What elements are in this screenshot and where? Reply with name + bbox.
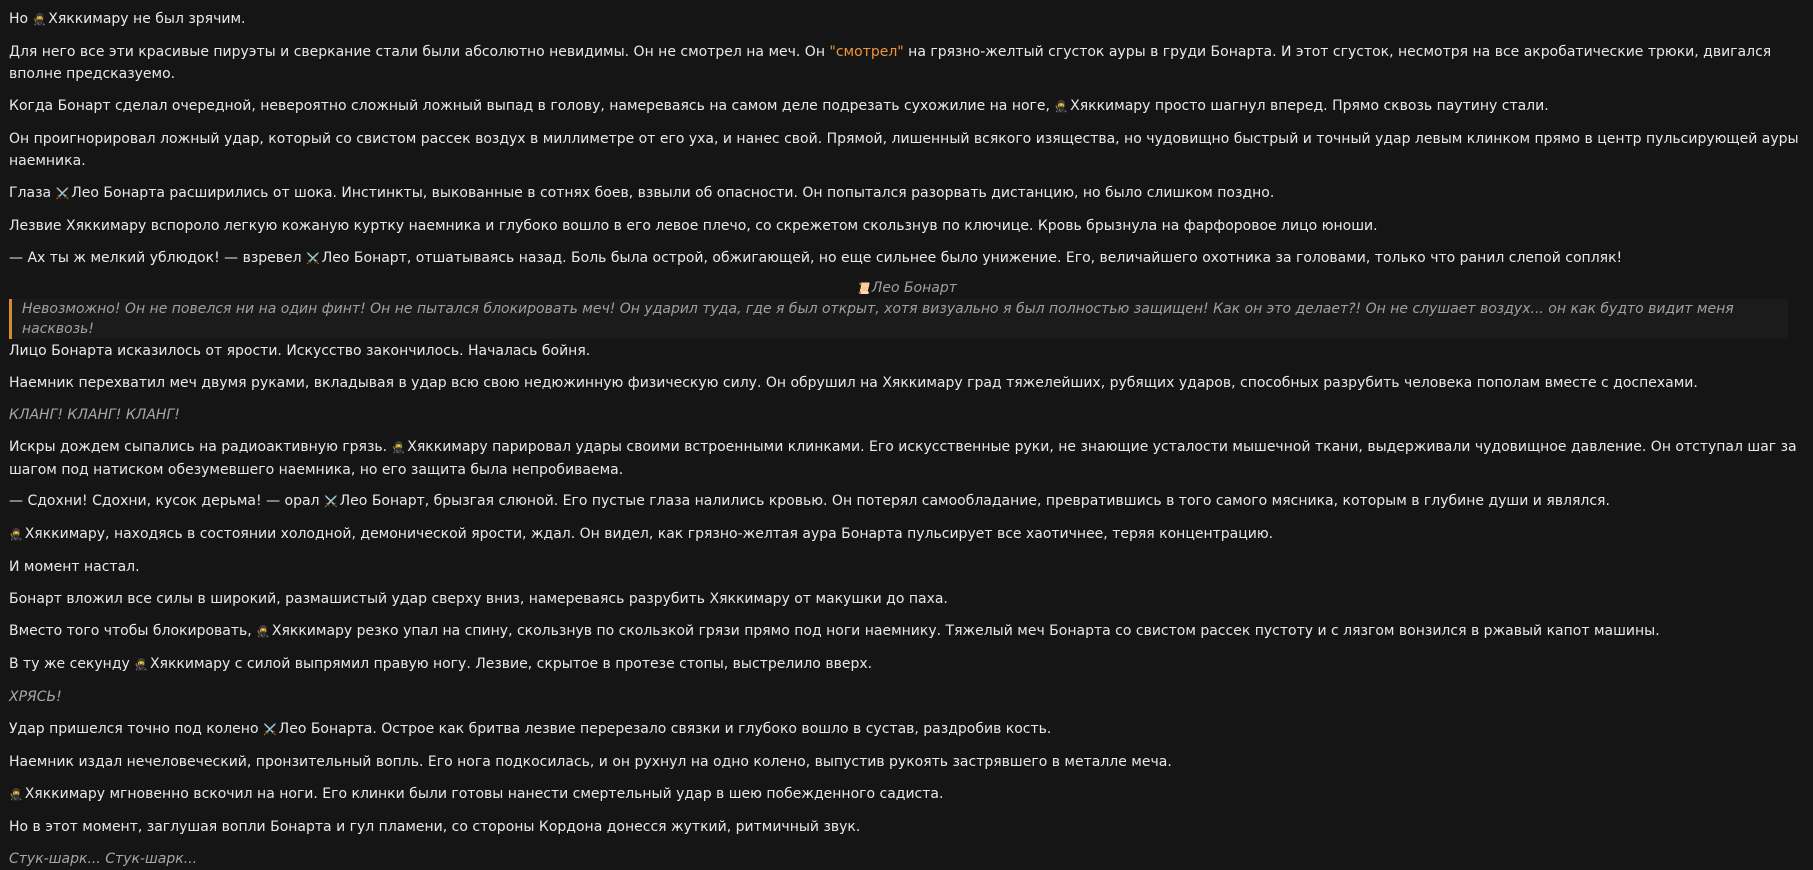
paragraph: Лезвие Хяккимару вспороло легкую кожаную куртку наемника и глубоко вошло в его левое плечо, со скрежетом скользнув по ключице. Кровь брызнула на фарфоровое лицо юноши. [9, 218, 1378, 234]
paragraph: Но в этот момент, заглушая вопли Бонарта и гул пламени, со стороны Кордона донесся жуткий, ритмичный звук. [9, 819, 861, 835]
paragraph: Наемник перехватил меч двумя руками, вкладывая в удар всю свою недюжинную физическую силу. Он обрушил на Хяккимару град тяжелейших, рубящих ударов, способных разрубить человека пополам вместе с доспехами. [9, 375, 1698, 391]
paragraph: Удар пришелся точно под колено ⚔️ Лео Бонарта. Острое как бритва лезвие перерезало связки и глубоко вошло в сустав, раздробив кость. [9, 718, 1804, 741]
paragraph: Для него все эти красивые пируэты и сверкание стали были абсолютно невидимы. Он не смотрел на меч. Он "смотрел" на грязно-желтый сгусток ауры в груди Бонарта. И этот сгусток, несмотря на все акробатические трюки, двигался вполне предсказуемо. [9, 44, 1772, 82]
paragraph: 🥷 Хяккимару мгновенно вскочил на ноги. Его клинки были готовы нанести смертельный удар в шею побежденного садиста. [9, 783, 1804, 806]
thought-quote: Невозможно! Он не повелся ни на один финт! Он не пытался блокировать меч! Он ударил туда, где я был открыт, хотя визуально я был полностью защищен! Как он это делает?! Он не слушает воздух... он как будто видит меня насквозь! [9, 299, 1788, 339]
scroll-icon: 📜 [856, 282, 870, 295]
crossed-swords-icon: ⚔️ [55, 187, 70, 200]
paragraph: Лицо Бонарта исказилось от ярости. Искусство закончилось. Началась бойня. [9, 343, 591, 359]
crossed-swords-icon: ⚔️ [306, 252, 320, 265]
crossed-swords-icon: ⚔️ [262, 723, 277, 736]
speaker-label: 📜 Лео Бонарт [9, 278, 1804, 299]
paragraph: Искры дождем сыпались на радиоактивную грязь. 🥷 Хяккимару парировал удары своими встроенными клинками. Его искусственные руки, не знающие усталости мышечной ткани, выдерживали чудовищное давление. Он отступал шаг за шагом под натиском обезумевшего наемника, но его защита была непробиваема. [9, 439, 1797, 478]
paragraph: Он проигнорировал ложный удар, который со свистом рассек воздух в миллиметре от его уха, и нанес свой. Прямой, лишенный всякого изящества, но чудовищно быстрый и точный удар левым клинком прямо в центр пульсирующей ауры наемника. [9, 131, 1799, 169]
ninja-icon: 🥷 [9, 528, 23, 541]
paragraph: Глаза ⚔️ Лео Бонарта расширились от шока. Инстинкты, выкованные в сотнях боев, взвыли об опасности. Он попытался разорвать дистанцию, но было слишком поздно. [9, 182, 1804, 205]
highlighted-quote: "смотрел" [829, 44, 904, 60]
ninja-icon: 🥷 [32, 13, 47, 26]
ninja-icon: 🥷 [1054, 100, 1069, 113]
paragraph: — Ах ты ж мелкий ублюдок! — взревел ⚔️ Лео Бонарт, отшатываясь назад. Боль была острой, обжигающей, но еще сильнее было унижение. Его, величайшего охотника за головами, только что ранил слепой сопляк! [9, 247, 1804, 270]
ninja-icon: 🥷 [134, 658, 148, 671]
paragraph: Но 🥷 Хяккимару не был зрячим. [9, 8, 1804, 31]
paragraph: Вместо того чтобы блокировать, 🥷 Хяккимару резко упал на спину, скользнув по скользкой грязи прямо под ноги наемнику. Тяжелый меч Бонарта со свистом рассек пустоту и с лязгом вонзился в ржавый капот машины. [9, 620, 1804, 643]
paragraph: Наемник издал нечеловеческий, пронзительный вопль. Его нога подкосилась, и он рухнул на одно колено, выпустив рукоять застрявшего в металле меча. [9, 754, 1172, 770]
paragraph: Бонарт вложил все силы в широкий, размашистый удар сверху вниз, намереваясь разрубить Хяккимару от макушки до паха. [9, 591, 948, 607]
paragraph: И момент настал. [9, 559, 140, 575]
paragraph: Когда Бонарт сделал очередной, невероятно сложный ложный выпад в голову, намереваясь на самом деле подрезать сухожилие на ноге, 🥷 Хяккимару просто шагнул вперед. Прямо сквозь паутину стали. [9, 95, 1804, 118]
paragraph: 🥷 Хяккимару, находясь в состоянии холодной, демонической ярости, ждал. Он видел, как грязно-желтая аура Бонарта пульсирует все хаотичнее, теряя концентрацию. [9, 523, 1804, 546]
crossed-swords-icon: ⚔️ [323, 495, 338, 508]
paragraph: — Сдохни! Сдохни, кусок дерьма! — орал ⚔️ Лео Бонарт, брызгая слюной. Его пустые глаза налились кровью. Он потерял самообладание, превратившись в того самого мясника, которым в глубине души и являлся. [9, 490, 1804, 513]
ninja-icon: 🥷 [9, 788, 23, 801]
sound-effect: КЛАНГ! КЛАНГ! КЛАНГ! [9, 407, 180, 423]
sound-effect: ХРЯСЬ! [9, 689, 62, 705]
paragraph: В ту же секунду 🥷 Хяккимару с силой выпрямил правую ногу. Лезвие, скрытое в протезе стопы, выстрелило вверх. [9, 653, 1804, 676]
sound-effect: Стук-шарк... Стук-шарк... [9, 851, 198, 867]
ninja-icon: 🥷 [256, 625, 270, 638]
ninja-icon: 🥷 [391, 441, 406, 454]
